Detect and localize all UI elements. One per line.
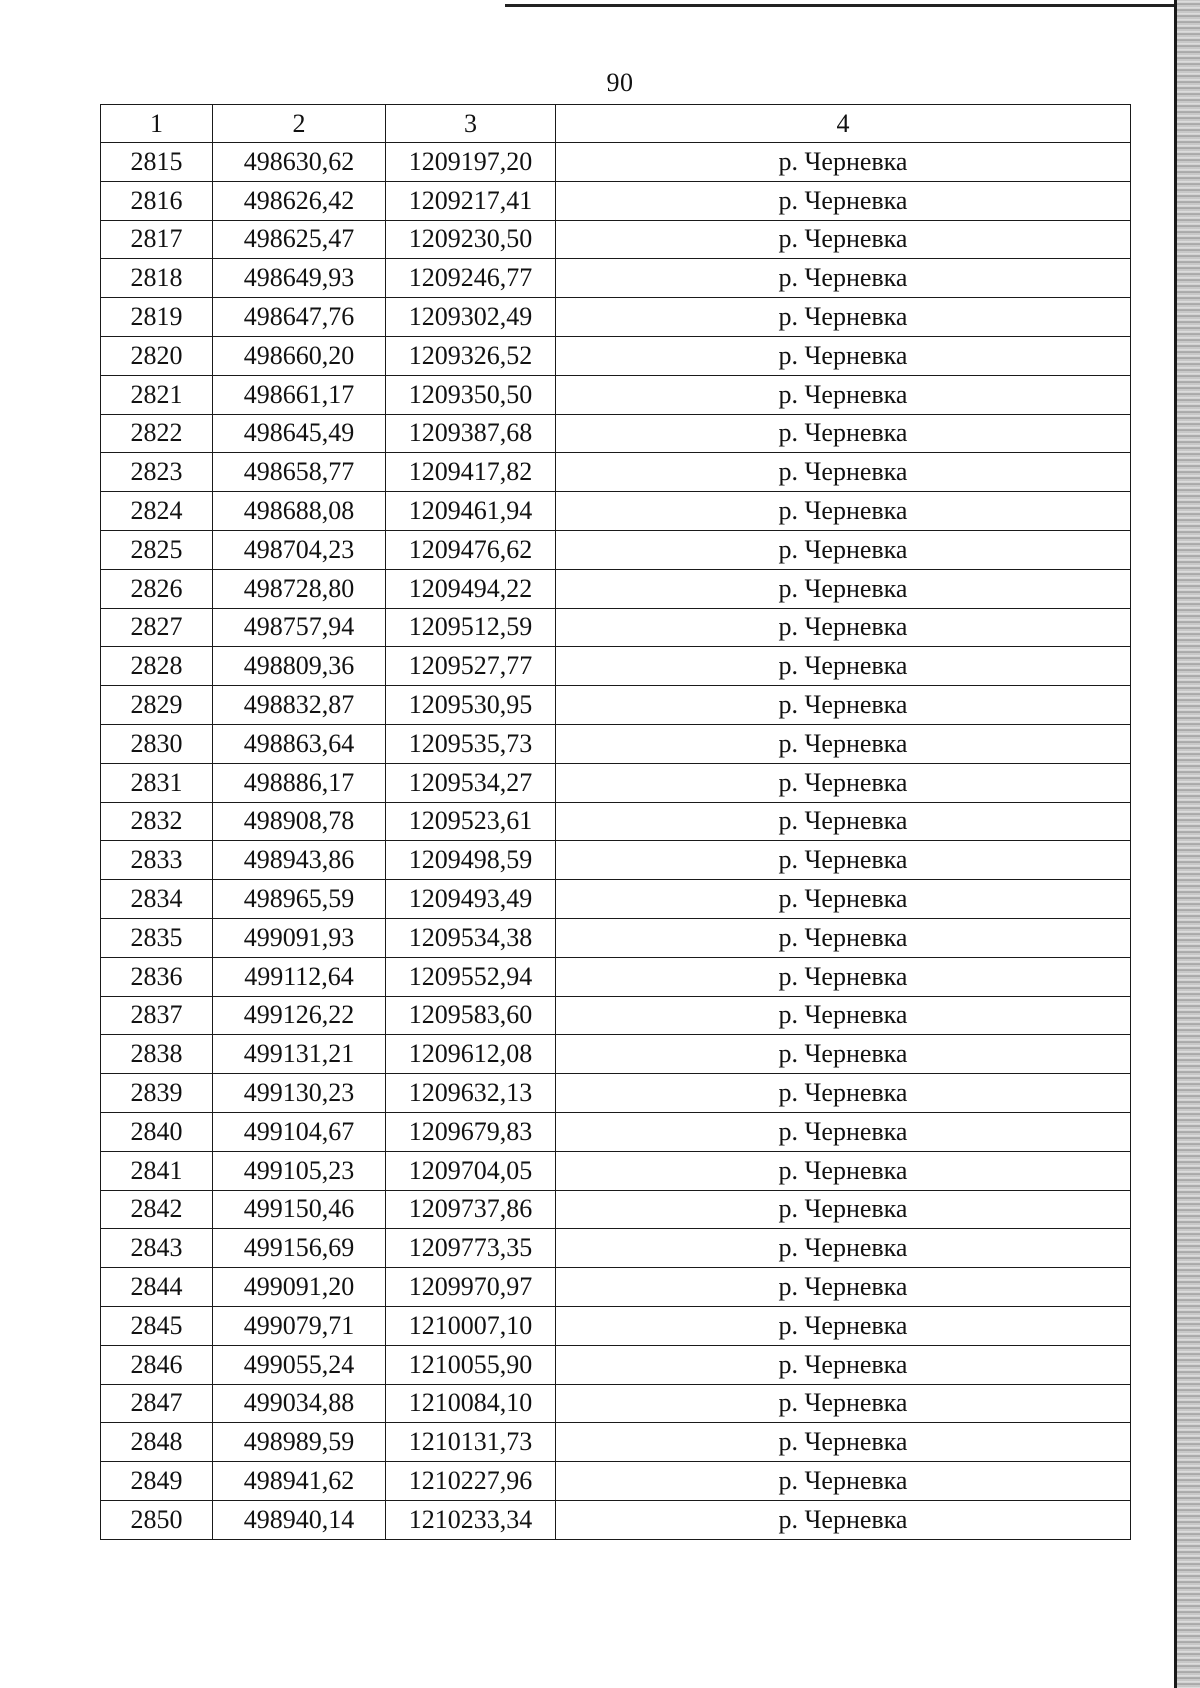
x-coordinate-cell: 498908,78 [213,802,386,841]
y-coordinate-cell: 1209417,82 [386,453,556,492]
description-cell: р. Черневка [556,1112,1131,1151]
table-row [101,1500,1131,1539]
description-cell: р. Черневка [556,453,1131,492]
description-cell: р. Черневка [556,1384,1131,1423]
description-cell: р. Черневка [556,569,1131,608]
x-coordinate-cell: 499156,69 [213,1229,386,1268]
table-row [101,686,1131,725]
header-row [101,105,1131,143]
y-coordinate-cell: 1209737,86 [386,1190,556,1229]
page-number: 90 [606,68,634,97]
y-coordinate-cell: 1209326,52 [386,336,556,375]
table-row [101,220,1131,259]
description-cell: р. Черневка [556,220,1131,259]
table-row [101,298,1131,337]
y-coordinate-cell: 1209246,77 [386,259,556,298]
y-coordinate-cell: 1209552,94 [386,957,556,996]
table-row [101,880,1131,919]
y-coordinate-cell: 1209523,61 [386,802,556,841]
point-number-cell: 2846 [101,1345,213,1384]
point-number-cell: 2821 [101,375,213,414]
description-cell: р. Черневка [556,1151,1131,1190]
description-cell: р. Черневка [556,957,1131,996]
y-coordinate-cell: 1209632,13 [386,1074,556,1113]
page-border-line [1174,0,1177,1688]
point-number-cell: 2827 [101,608,213,647]
y-coordinate-cell: 1209217,41 [386,181,556,220]
table-row [101,569,1131,608]
table-row [101,375,1131,414]
table-row [101,1035,1131,1074]
x-coordinate-cell: 499034,88 [213,1384,386,1423]
description-cell: р. Черневка [556,608,1131,647]
x-coordinate-cell: 498661,17 [213,375,386,414]
point-number-cell: 2849 [101,1462,213,1501]
point-number-cell: 2836 [101,957,213,996]
y-coordinate-cell: 1209302,49 [386,298,556,337]
x-coordinate-cell: 498886,17 [213,763,386,802]
y-coordinate-cell: 1209387,68 [386,414,556,453]
x-coordinate-cell: 498660,20 [213,336,386,375]
description-cell: р. Черневка [556,686,1131,725]
point-number-cell: 2820 [101,336,213,375]
point-number-cell: 2841 [101,1151,213,1190]
description-cell: р. Черневка [556,336,1131,375]
table-row [101,530,1131,569]
table-row [101,1229,1131,1268]
x-coordinate-cell: 499104,67 [213,1112,386,1151]
description-cell: р. Черневка [556,259,1131,298]
point-number-cell: 2815 [101,143,213,182]
description-cell: р. Черневка [556,1074,1131,1113]
table-row [101,1345,1131,1384]
x-coordinate-cell: 498649,93 [213,259,386,298]
point-number-cell: 2830 [101,724,213,763]
description-cell: р. Черневка [556,492,1131,531]
header-cell-2: 2 [213,105,386,143]
description-cell: р. Черневка [556,375,1131,414]
y-coordinate-cell: 1210227,96 [386,1462,556,1501]
table-row [101,1384,1131,1423]
description-cell: р. Черневка [556,530,1131,569]
table-row [101,181,1131,220]
point-number-cell: 2839 [101,1074,213,1113]
x-coordinate-cell: 498943,86 [213,841,386,880]
table-row [101,957,1131,996]
description-cell: р. Черневка [556,763,1131,802]
y-coordinate-cell: 1209498,59 [386,841,556,880]
y-coordinate-cell: 1209534,38 [386,918,556,957]
description-cell: р. Черневка [556,181,1131,220]
x-coordinate-cell: 498757,94 [213,608,386,647]
point-number-cell: 2833 [101,841,213,880]
point-number-cell: 2823 [101,453,213,492]
point-number-cell: 2840 [101,1112,213,1151]
description-cell: р. Черневка [556,298,1131,337]
point-number-cell: 2835 [101,918,213,957]
header-cell-3: 3 [386,105,556,143]
x-coordinate-cell: 498941,62 [213,1462,386,1501]
point-number-cell: 2831 [101,763,213,802]
x-coordinate-cell: 498658,77 [213,453,386,492]
x-coordinate-cell: 499112,64 [213,957,386,996]
table-header [101,105,1131,143]
description-cell: р. Черневка [556,1462,1131,1501]
point-number-cell: 2834 [101,880,213,919]
y-coordinate-cell: 1209493,49 [386,880,556,919]
description-cell: р. Черневка [556,996,1131,1035]
y-coordinate-cell: 1209679,83 [386,1112,556,1151]
point-number-cell: 2850 [101,1500,213,1539]
y-coordinate-cell: 1209535,73 [386,724,556,763]
description-cell: р. Черневка [556,802,1131,841]
description-cell: р. Черневка [556,841,1131,880]
top-rule-line [505,4,1175,7]
y-coordinate-cell: 1210233,34 [386,1500,556,1539]
table-body [101,143,1131,1540]
point-number-cell: 2837 [101,996,213,1035]
table-row [101,1190,1131,1229]
y-coordinate-cell: 1209970,97 [386,1268,556,1307]
point-number-cell: 2843 [101,1229,213,1268]
point-number-cell: 2832 [101,802,213,841]
y-coordinate-cell: 1209197,20 [386,143,556,182]
description-cell: р. Черневка [556,1345,1131,1384]
description-cell: р. Черневка [556,414,1131,453]
table-row [101,143,1131,182]
x-coordinate-cell: 498688,08 [213,492,386,531]
point-number-cell: 2829 [101,686,213,725]
x-coordinate-cell: 498809,36 [213,647,386,686]
table-row [101,336,1131,375]
description-cell: р. Черневка [556,1229,1131,1268]
table-row [101,453,1131,492]
y-coordinate-cell: 1209350,50 [386,375,556,414]
x-coordinate-cell: 499091,20 [213,1268,386,1307]
table-row [101,492,1131,531]
x-coordinate-cell: 498832,87 [213,686,386,725]
x-coordinate-cell: 498704,23 [213,530,386,569]
y-coordinate-cell: 1209583,60 [386,996,556,1035]
point-number-cell: 2845 [101,1306,213,1345]
x-coordinate-cell: 498940,14 [213,1500,386,1539]
point-number-cell: 2826 [101,569,213,608]
x-coordinate-cell: 498625,47 [213,220,386,259]
description-cell: р. Черневка [556,724,1131,763]
description-cell: р. Черневка [556,143,1131,182]
coordinates-table [100,104,1131,1540]
description-cell: р. Черневка [556,918,1131,957]
point-number-cell: 2847 [101,1384,213,1423]
y-coordinate-cell: 1209512,59 [386,608,556,647]
header-cell-1: 1 [101,105,213,143]
y-coordinate-cell: 1210055,90 [386,1345,556,1384]
point-number-cell: 2848 [101,1423,213,1462]
table-row [101,996,1131,1035]
y-coordinate-cell: 1209534,27 [386,763,556,802]
table-row [101,259,1131,298]
table-row [101,1306,1131,1345]
point-number-cell: 2824 [101,492,213,531]
x-coordinate-cell: 499126,22 [213,996,386,1035]
description-cell: р. Черневка [556,1306,1131,1345]
x-coordinate-cell: 498630,62 [213,143,386,182]
y-coordinate-cell: 1209527,77 [386,647,556,686]
table-row [101,1462,1131,1501]
point-number-cell: 2828 [101,647,213,686]
table-row [101,414,1131,453]
x-coordinate-cell: 499079,71 [213,1306,386,1345]
point-number-cell: 2818 [101,259,213,298]
description-cell: р. Черневка [556,1268,1131,1307]
table-row [101,724,1131,763]
point-number-cell: 2825 [101,530,213,569]
point-number-cell: 2842 [101,1190,213,1229]
x-coordinate-cell: 498647,76 [213,298,386,337]
y-coordinate-cell: 1210084,10 [386,1384,556,1423]
x-coordinate-cell: 499131,21 [213,1035,386,1074]
y-coordinate-cell: 1210131,73 [386,1423,556,1462]
description-cell: р. Черневка [556,647,1131,686]
x-coordinate-cell: 499055,24 [213,1345,386,1384]
table-row [101,918,1131,957]
y-coordinate-cell: 1209704,05 [386,1151,556,1190]
x-coordinate-cell: 498645,49 [213,414,386,453]
table-row [101,1151,1131,1190]
x-coordinate-cell: 498863,64 [213,724,386,763]
point-number-cell: 2817 [101,220,213,259]
table-row [101,1423,1131,1462]
x-coordinate-cell: 499105,23 [213,1151,386,1190]
y-coordinate-cell: 1209773,35 [386,1229,556,1268]
y-coordinate-cell: 1209494,22 [386,569,556,608]
y-coordinate-cell: 1209530,95 [386,686,556,725]
point-number-cell: 2838 [101,1035,213,1074]
x-coordinate-cell: 498626,42 [213,181,386,220]
description-cell: р. Черневка [556,1035,1131,1074]
point-number-cell: 2822 [101,414,213,453]
table-row [101,1112,1131,1151]
table-row [101,763,1131,802]
table-row [101,802,1131,841]
x-coordinate-cell: 498728,80 [213,569,386,608]
point-number-cell: 2819 [101,298,213,337]
x-coordinate-cell: 498965,59 [213,880,386,919]
y-coordinate-cell: 1209461,94 [386,492,556,531]
y-coordinate-cell: 1209476,62 [386,530,556,569]
x-coordinate-cell: 499091,93 [213,918,386,957]
scanned-page-edge [1176,0,1200,1688]
coordinates-table-wrapper [100,104,1131,1540]
description-cell: р. Черневка [556,1423,1131,1462]
table-row [101,841,1131,880]
description-cell: р. Черневка [556,1190,1131,1229]
description-cell: р. Черневка [556,1500,1131,1539]
x-coordinate-cell: 499130,23 [213,1074,386,1113]
table-row [101,647,1131,686]
description-cell: р. Черневка [556,880,1131,919]
table-row [101,608,1131,647]
y-coordinate-cell: 1209230,50 [386,220,556,259]
table-row [101,1074,1131,1113]
x-coordinate-cell: 499150,46 [213,1190,386,1229]
y-coordinate-cell: 1210007,10 [386,1306,556,1345]
y-coordinate-cell: 1209612,08 [386,1035,556,1074]
point-number-cell: 2844 [101,1268,213,1307]
table-row [101,1268,1131,1307]
point-number-cell: 2816 [101,181,213,220]
x-coordinate-cell: 498989,59 [213,1423,386,1462]
header-cell-4: 4 [556,105,1131,143]
